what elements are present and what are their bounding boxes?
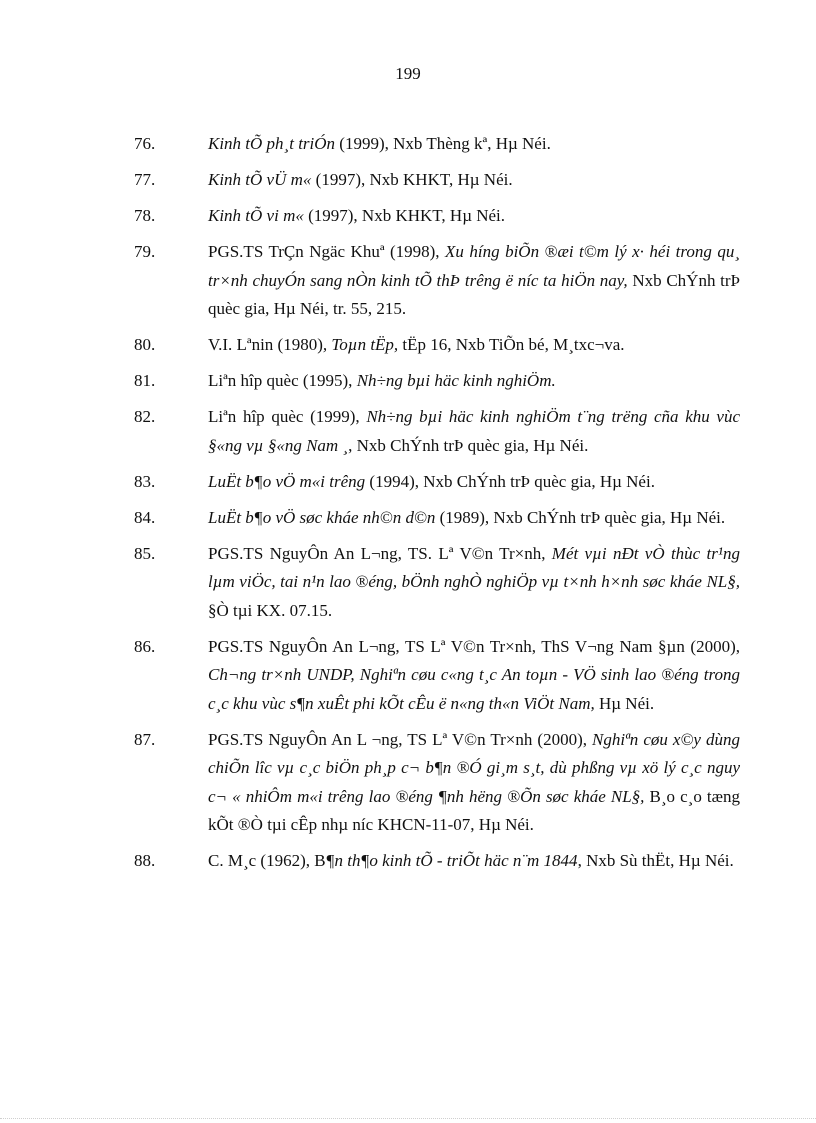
reference-text	[208, 637, 740, 713]
reference-text	[208, 851, 734, 870]
reference-title: , Toµn tËp,	[322, 335, 399, 354]
reference-title: LuËt b¶o vÖ m«i trêng	[208, 471, 366, 491]
reference-number: 83.	[134, 471, 156, 491]
reference-title: Nh÷ng bµi häc kinh nghiÖm.	[356, 371, 556, 390]
reference-item	[134, 202, 740, 231]
reference-item	[134, 403, 740, 460]
reference-number: 78.	[134, 206, 156, 225]
reference-details: (1994), Nxb ChÝnh trÞ quèc gia, Hµ Néi.	[365, 471, 655, 491]
reference-text	[208, 472, 655, 491]
reference-item	[134, 847, 740, 876]
reference-text	[208, 508, 725, 527]
reference-text	[208, 134, 551, 153]
reference-title: Nh÷ng bµi häc kinh nghiÖm t¨ng trëng cña khu vùc §«ng vµ §«ng Nam ¸	[208, 407, 740, 455]
reference-number: 88.	[134, 851, 156, 870]
reference-details: B¸o c¸o tæng kÕt ®Ò tµi cÊp nhµ níc KHCN-11-07, Hµ Néi.	[208, 786, 740, 834]
reference-details: §Ò tµi KX. 07.15.	[208, 600, 333, 620]
reference-number: 86.	[134, 636, 156, 656]
reference-item	[134, 726, 740, 840]
reference-details: (1997), Nxb KHKT, Hµ Néi.	[311, 170, 513, 189]
reference-item	[134, 367, 740, 396]
reference-text	[208, 544, 740, 620]
reference-number: 76.	[134, 134, 156, 153]
reference-details: Liªn hîp quèc (1999),	[208, 407, 367, 426]
reference-title: Kinh tÕ ph¸t triÓn	[208, 134, 336, 153]
reference-title: Nghiªn cøu x©y dùng chiÕn lîc vµ c¸c biÖn ph¸p c¬ b¶n ®Ó gi¸m s¸t, dù phßng vµ xö lý c¸c nguy c¬ « nhiÔm m«i trêng lao ®éng ¶nh hëng ®Õn søc kháe NL§,	[208, 729, 740, 806]
reference-text	[208, 407, 740, 455]
reference-title: ¶n th¶o kinh tÕ - triÕt häc n¨m 1844	[325, 851, 578, 870]
reference-text	[208, 170, 513, 189]
reference-details: (1989), Nxb ChÝnh trÞ quèc gia, Hµ Néi.	[435, 507, 726, 527]
page-number: 199	[395, 64, 421, 83]
reference-text	[208, 335, 625, 354]
reference-title: Kinh tÕ vi m«	[208, 206, 304, 225]
reference-details: tËp 16, Nxb TiÕn bé, M¸txc¬va.	[398, 335, 625, 354]
reference-title: Xu híng biÕn ®æi t©m lý x· héi trong qu¸ tr×nh chuyÓn sang nÒn kinh tÕ thÞ trêng ë níc ta hiÖn nay,	[208, 242, 740, 290]
reference-text	[208, 242, 740, 318]
reference-title: Mét vµi nÐt vÒ thùc tr¹ng lµm viÖc, tai n¹n lao ®éng, bÖnh nghÒ nghiÖp vµ t×nh h×nh søc kháe NL§,	[208, 543, 740, 591]
reference-number: 87.	[134, 729, 156, 749]
reference-list	[134, 130, 740, 883]
reference-details: V.I. Lªnin (1980)	[208, 335, 323, 354]
reference-details: C. M¸c (1962), B	[208, 851, 326, 870]
reference-item	[134, 468, 740, 497]
reference-item	[134, 504, 740, 533]
reference-number: 79.	[134, 242, 156, 261]
reference-details: Nxb ChÝnh trÞ quèc gia, Hµ Néi, tr. 55, 215.	[208, 270, 740, 318]
reference-item	[134, 166, 740, 195]
reference-details: PGS.TS NguyÔn An L ¬ng, TS Lª V©n Tr×nh (2000),	[208, 729, 593, 749]
reference-details: PGS.TS NguyÔn An L¬ng, TS Lª V©n Tr×nh, ThS V¬ng Nam §µn (2000),	[208, 636, 740, 656]
reference-text	[208, 371, 556, 390]
reference-item	[134, 331, 740, 360]
reference-details: PGS.TS TrÇn Ngäc Khuª (1998),	[208, 242, 446, 261]
reference-text	[208, 206, 505, 225]
reference-item	[134, 633, 740, 719]
reference-details: , Nxb Sù thËt, Hµ Néi.	[577, 851, 734, 870]
reference-number: 82.	[134, 407, 156, 426]
reference-item	[134, 238, 740, 324]
reference-item	[134, 540, 740, 626]
reference-title: Kinh tÕ vÜ m«	[208, 170, 312, 189]
reference-number: 77.	[134, 170, 156, 189]
reference-details: , Nxb ChÝnh trÞ quèc gia, Hµ Néi.	[348, 435, 589, 455]
reference-number: 81.	[134, 371, 156, 390]
reference-number: 84.	[134, 507, 156, 527]
reference-number: 85.	[134, 543, 156, 563]
page-bottom-divider	[0, 1118, 816, 1119]
reference-text	[208, 730, 740, 835]
reference-details: (1997), Nxb KHKT, Hµ Néi.	[303, 206, 506, 225]
reference-details: Hµ Néi.	[594, 693, 655, 713]
reference-title: Ch¬ng tr×nh UNDP, Nghiªn cøu c«ng t¸c An toµn - VÖ sinh lao ®éng trong c¸c khu vùc s¶n xuÊt phi kÕt cÊu ë n«ng th«n ViÖt Nam,	[208, 665, 740, 713]
reference-details: PGS.TS NguyÔn An L¬ng, TS. Lª V©n Tr×nh,	[208, 543, 552, 563]
reference-number: 80.	[134, 335, 156, 354]
reference-title: LuËt b¶o vÖ søc kháe nh©n d©n	[208, 507, 436, 527]
reference-details: (1999), Nxb Thèng kª, Hµ Néi.	[335, 134, 551, 153]
reference-item	[134, 130, 740, 159]
reference-details: Liªn hîp quèc (1995),	[208, 371, 357, 390]
